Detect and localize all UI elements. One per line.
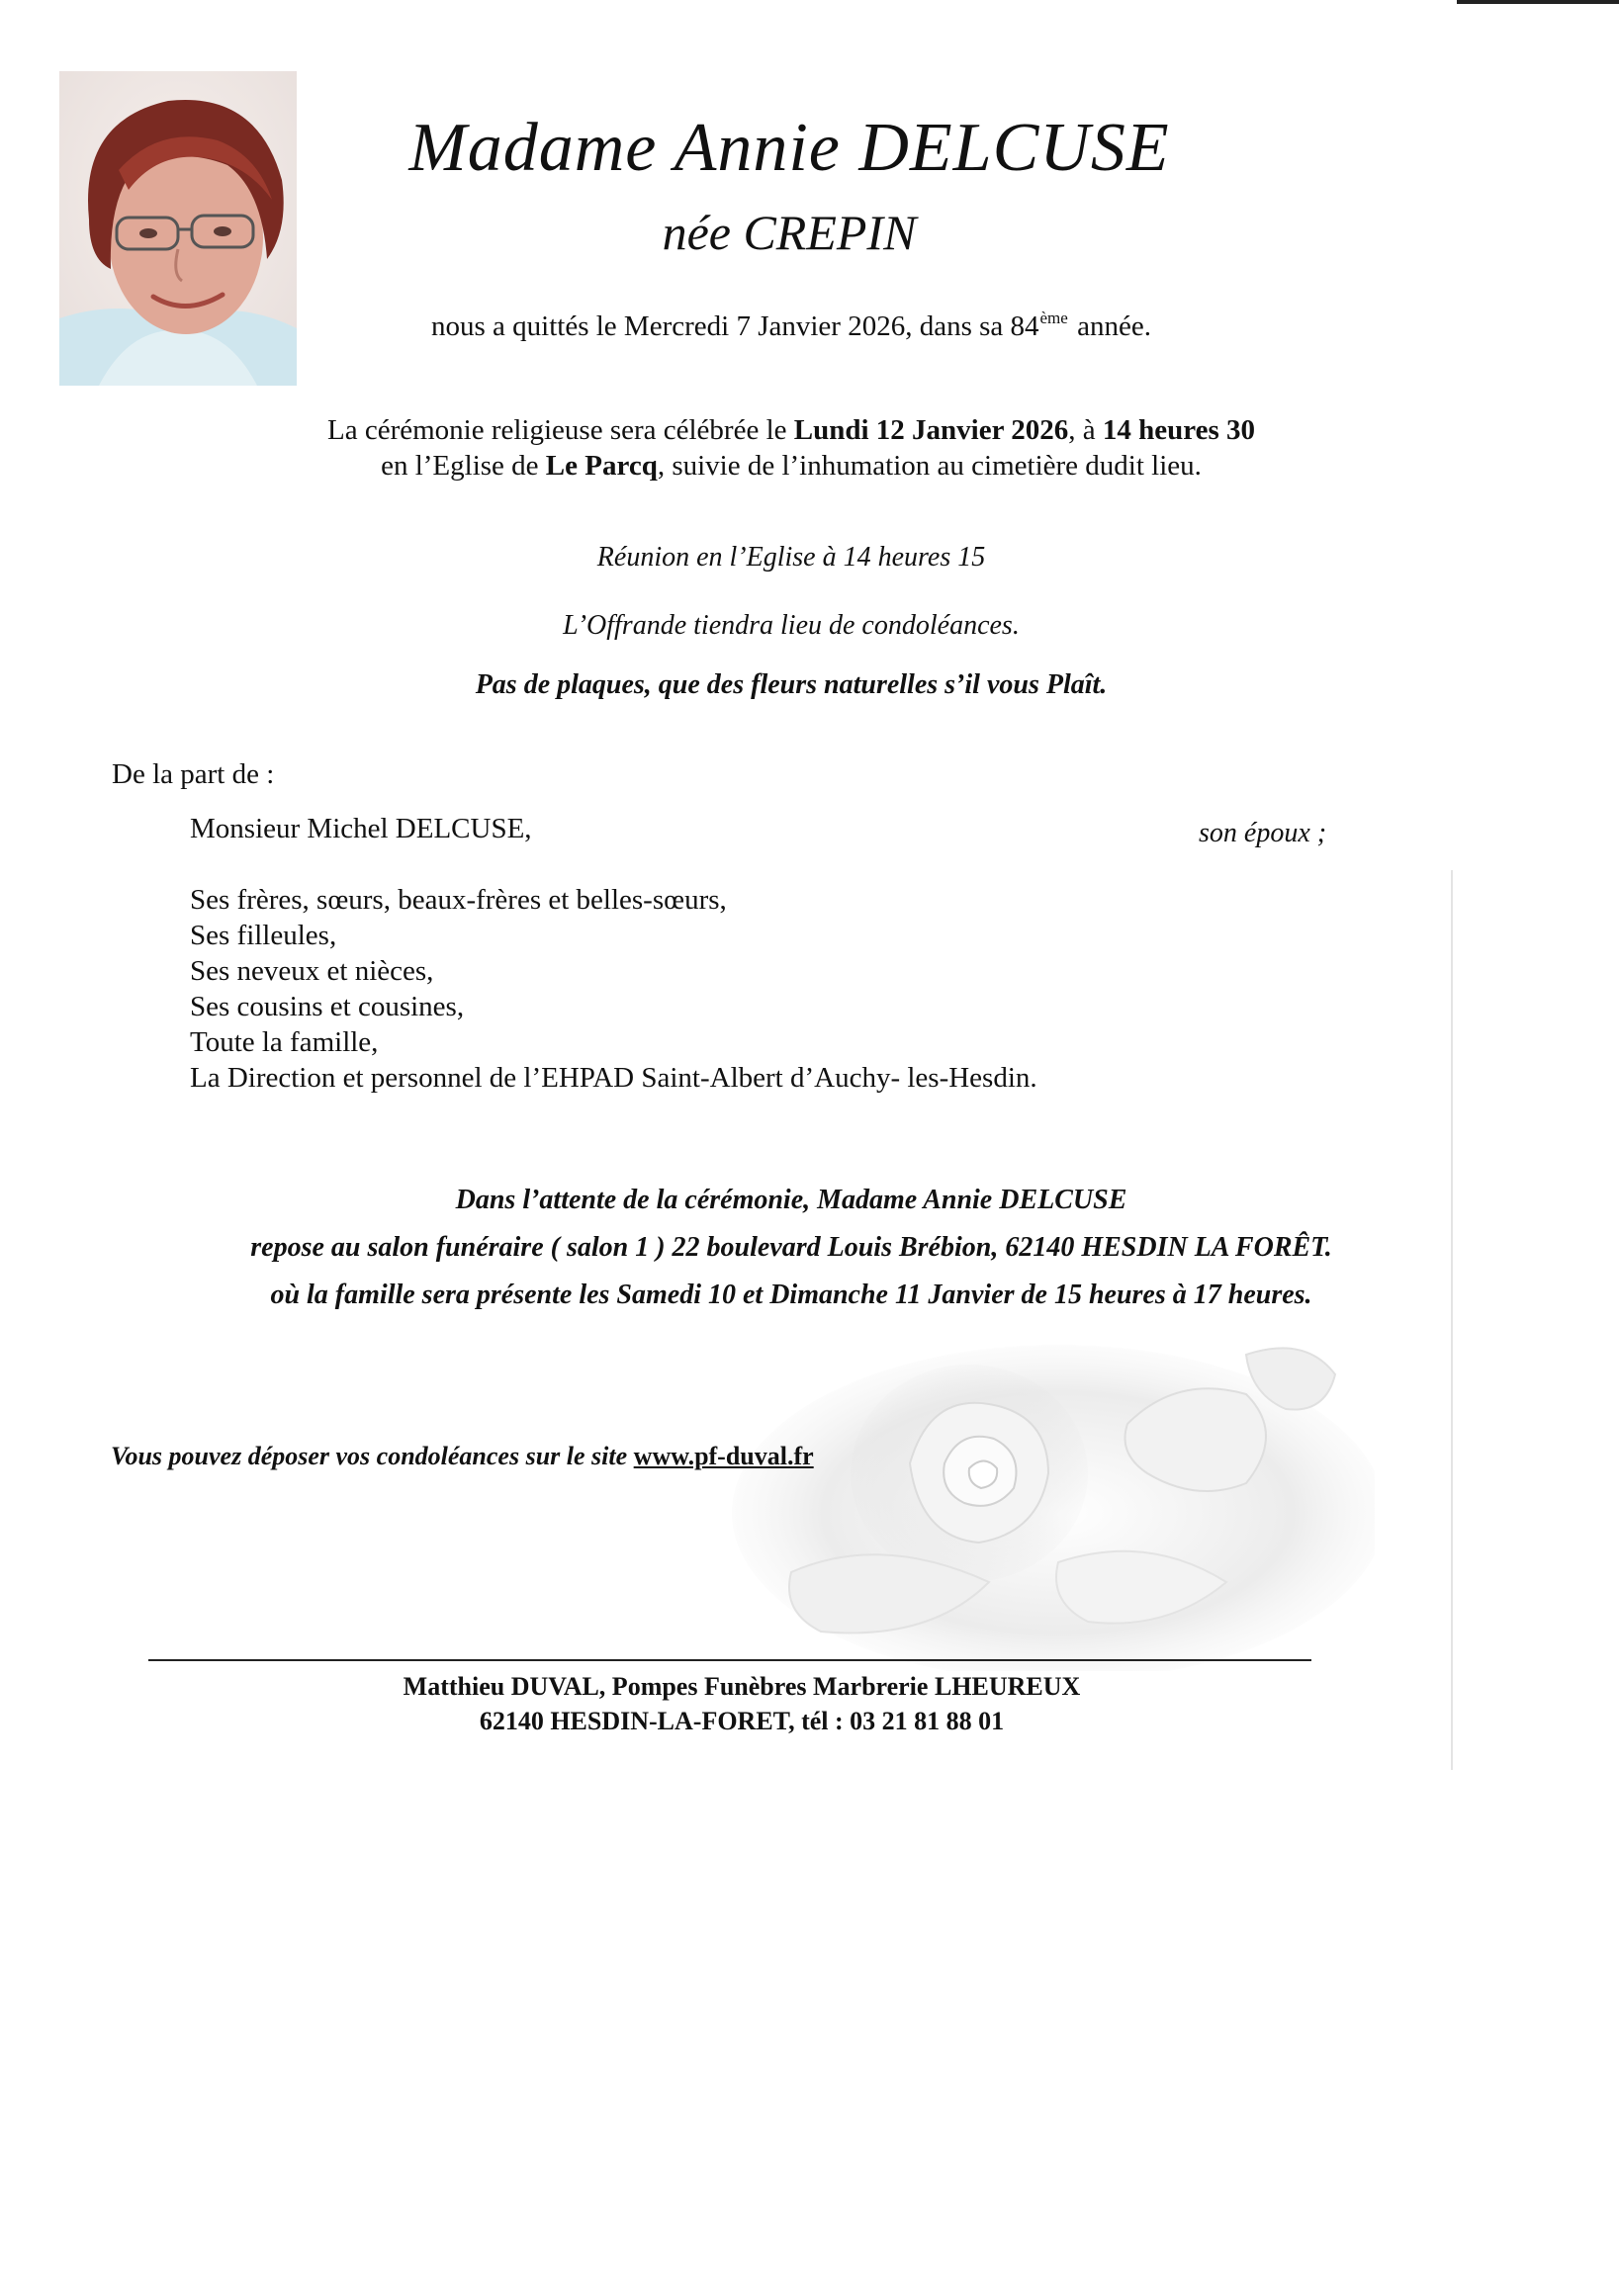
passing-text: nous a quittés le Mercredi 7 Janvier 2026, dans sa 84 — [431, 310, 1039, 342]
maiden-name: née CREPIN — [662, 205, 917, 260]
list-item: Toute la famille, — [190, 1026, 379, 1058]
wake-announcement — [99, 1177, 1484, 1319]
scan-edge-shadow — [1451, 870, 1453, 1770]
offering-note: L’Offrande tiendra lieu de condoléances. — [563, 610, 1020, 641]
list-item: Ses frères, sœurs, beaux-frères et belles-sœurs, — [190, 884, 727, 916]
from-label: De la part de : — [112, 758, 275, 790]
white-rose-illustration — [732, 1315, 1375, 1671]
condolences-note — [111, 1442, 814, 1471]
passing-ordinal: ème — [1039, 309, 1068, 327]
portrait-photo — [59, 71, 297, 386]
spouse-role: son époux ; — [1199, 818, 1327, 848]
ceremony-line-2 — [198, 448, 1385, 484]
passing-notice — [297, 309, 1286, 343]
portrait-illustration — [59, 71, 297, 386]
passing-text-end: année. — [1069, 310, 1151, 342]
deceased-name: Madame Annie DELCUSE — [408, 110, 1170, 186]
ceremony-text: La cérémonie religieuse sera célébrée le — [327, 414, 794, 446]
wake-line-1: Dans l’attente de la cérémonie, Madame Annie DELCUSE — [455, 1185, 1127, 1215]
ceremony-text: , suivie de l’inhumation au cimetière dudit lieu. — [657, 450, 1202, 482]
wake-line-3: où la famille sera présente les Samedi 10 et Dimanche 11 Janvier de 15 heures à 17 heures. — [270, 1280, 1312, 1310]
ceremony-text: , à — [1068, 414, 1103, 446]
funeral-home-contact: 62140 HESDIN-LA-FORET, tél : 03 21 81 88 01 — [479, 1707, 1005, 1735]
ceremony-text: en l’Eglise de — [381, 450, 546, 482]
ceremony-line-1 — [198, 412, 1385, 448]
list-item: La Direction et personnel de l’EHPAD Saint-Albert d’Auchy- les-Hesdin. — [190, 1062, 1037, 1094]
scan-edge-rule — [1457, 0, 1619, 4]
condolences-site-link[interactable]: www.pf-duval.fr — [633, 1442, 814, 1470]
spouse-name: Monsieur Michel DELCUSE, — [190, 813, 532, 844]
reunion-note: Réunion en l’Eglise à 14 heures 15 — [596, 542, 986, 573]
ceremony-date: Lundi 12 Janvier 2026 — [793, 414, 1069, 446]
wake-line-2: repose au salon funéraire ( salon 1 ) 22 boulevard Louis Brébion, 62140 HESDIN LA FORÊT. — [250, 1232, 1332, 1263]
ceremony-announcement — [198, 412, 1385, 484]
ceremony-time: 14 heures 30 — [1102, 414, 1255, 446]
list-item: Ses cousins et cousines, — [190, 991, 465, 1022]
condolences-text: Vous pouvez déposer vos condoléances sur le site — [111, 1442, 634, 1470]
relatives-list — [190, 882, 1037, 1096]
list-item: Ses neveux et nièces, — [190, 955, 434, 987]
funeral-home-footer — [198, 1669, 1286, 1738]
list-item: Ses filleules, — [190, 920, 337, 951]
footer-divider — [148, 1659, 1311, 1661]
funeral-home-name: Matthieu DUVAL, Pompes Funèbres Marbrerie LHEUREUX — [403, 1672, 1081, 1701]
ceremony-place: Le Parcq — [545, 450, 658, 482]
flowers-note: Pas de plaques, que des fleurs naturelles s’il vous Plaît. — [475, 669, 1108, 700]
